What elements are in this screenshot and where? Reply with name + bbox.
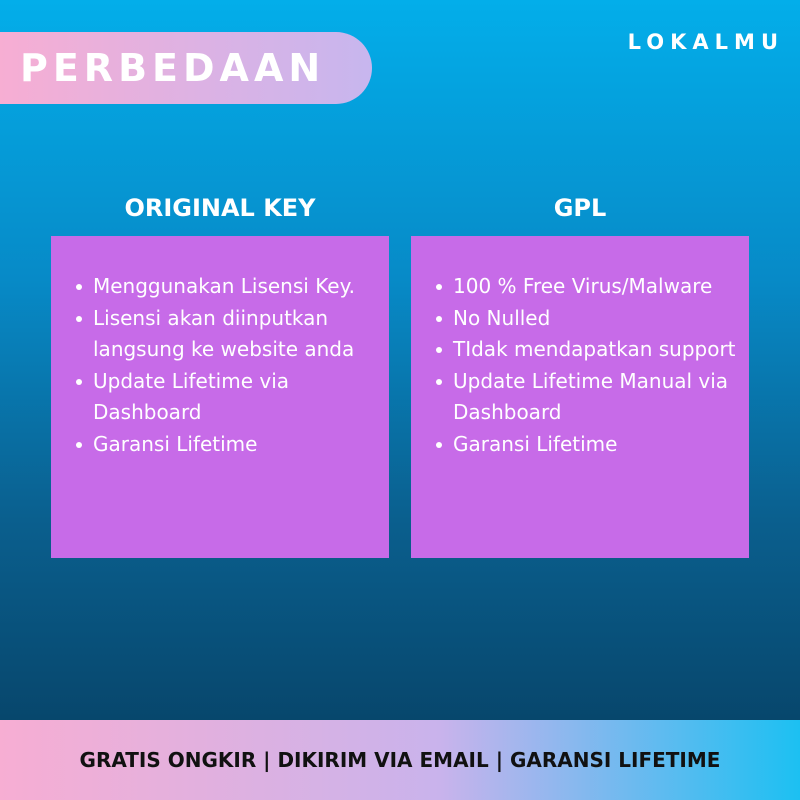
bullet-icon [436, 284, 442, 290]
bullet-icon [76, 442, 82, 448]
footer-text: GRATIS ONGKIR | DIKIRIM VIA EMAIL | GARANSI LIFETIME [79, 748, 721, 772]
list-item [411, 271, 749, 303]
list-item-text: 100 % Free Virus/Malware [453, 274, 713, 298]
list-item-text: Update Lifetime Manual via Dashboard [453, 368, 729, 424]
page-title: PERBEDAAN [20, 46, 326, 90]
list-item [411, 366, 749, 429]
list-item [51, 271, 389, 303]
original-key-list [51, 271, 389, 460]
bullet-icon [76, 284, 82, 290]
list-item-text: Garansi Lifetime [93, 431, 258, 456]
gpl-card [411, 236, 749, 558]
bullet-icon [76, 316, 82, 322]
list-item-text: No Nulled [453, 305, 551, 330]
list-item-text: Menggunakan Lisensi Key. [93, 274, 355, 298]
list-item [411, 334, 749, 366]
brand-logo: LOKALMU [627, 30, 784, 54]
bullet-icon [76, 379, 82, 385]
list-item-text: Garansi Lifetime [453, 431, 618, 456]
list-item-text: TIdak mendapatkan support [453, 337, 736, 361]
bullet-icon [436, 347, 442, 353]
bullet-icon [436, 442, 442, 448]
list-item [51, 303, 389, 366]
original-key-card [51, 236, 389, 558]
list-item [51, 366, 389, 429]
gpl-heading: GPL [553, 194, 607, 222]
footer-banner [0, 720, 800, 800]
list-item [411, 303, 749, 335]
gpl-list [411, 271, 749, 460]
title-banner [0, 32, 372, 104]
list-item [51, 429, 389, 461]
list-item [411, 429, 749, 461]
bullet-icon [436, 379, 442, 385]
list-item-text: Lisensi akan diinputkan langsung ke website anda [93, 305, 355, 361]
original-key-heading: ORIGINAL KEY [124, 194, 316, 222]
list-item-text: Update Lifetime via Dashboard [93, 368, 290, 424]
bullet-icon [436, 316, 442, 322]
